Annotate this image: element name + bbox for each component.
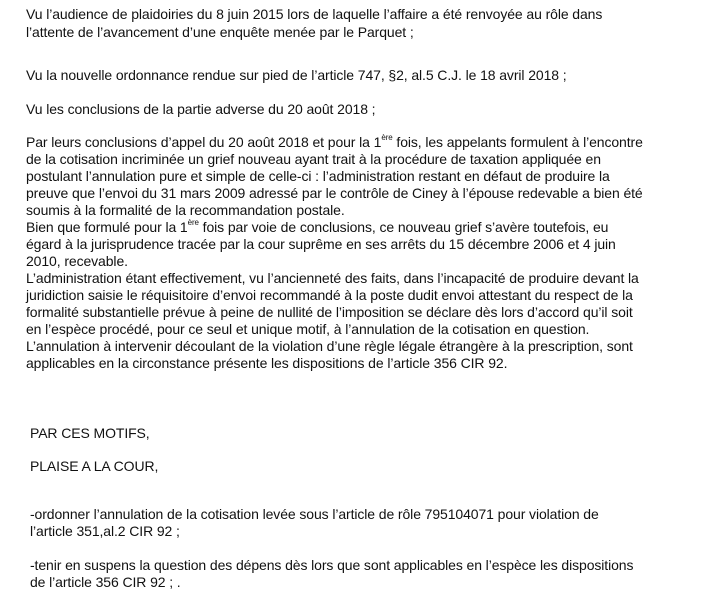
- body-line-8: 2010, recevable.: [26, 253, 128, 269]
- request-2-line-1: -tenir en suspens la question des dépens dès lors que sont applicables en l’espèce les dispositions: [30, 557, 634, 573]
- body-line-5: soumis à la formalité de la recommandation postale.: [26, 202, 345, 218]
- body-line-13: L’annulation à intervenir découlant de la violation d’une règle légale étrangère à la prescription, sont: [26, 338, 633, 354]
- body-line-1-before: Par leurs conclusions d’appel du 20 août 2018 et pour la 1: [26, 134, 382, 150]
- body-line-1-after: fois, les appelants formulent à l’encontre: [392, 134, 643, 150]
- visa-3-line-1: Vu les conclusions de la partie adverse du 20 août 2018 ;: [26, 101, 376, 117]
- motifs-heading: PAR CES MOTIFS,: [30, 425, 150, 441]
- body-line-7: égard à la jurisprudence tracée par la cour suprême en ses arrêts du 15 décembre 2006 et 4 juin: [26, 236, 616, 252]
- body-line-1-sup: ère: [381, 133, 393, 143]
- body-line-11: formalité substantielle prévue à peine de nullité de l’imposition se déclare dès lors d’accord qu’il soit: [26, 304, 633, 320]
- body-line-1: [26, 134, 643, 150]
- body-line-10: juridiction saisie le réquisitoire d’envoi recommandé à la poste dudit envoi attestant du respect de la: [26, 287, 633, 303]
- request-2-line-2: de l’article 356 CIR 92 ; .: [30, 574, 181, 590]
- visa-1-line-1: Vu l’audience de plaidoiries du 8 juin 2015 lors de laquelle l’affaire a été renvoyée au rôle dans: [26, 6, 603, 22]
- request-1-line-2: l’article 351,al.2 CIR 92 ;: [30, 523, 180, 539]
- body-line-6-before: Bien que formulé pour la 1: [26, 219, 188, 235]
- body-line-4: preuve que l’envoi du 31 mars 2009 adressé par le contrôle de Ciney à l’épouse redevable a bien été: [26, 185, 643, 201]
- body-line-6: [26, 219, 608, 235]
- visa-1-line-2: l’attente de l’avancement d’une enquête menée par le Parquet ;: [26, 24, 414, 40]
- body-line-9: L’administration étant effectivement, vu l’ancienneté des faits, dans l’incapacité de produire devant la: [26, 270, 639, 286]
- request-1-line-1: -ordonner l’annulation de la cotisation levée sous l’article de rôle 795104071 pour violation de: [30, 506, 599, 522]
- body-line-3: postulant l’annulation pure et simple de celle-ci : l’administration restant en défaut de produire la: [26, 168, 610, 184]
- body-line-2: de la cotisation incriminée un grief nouveau ayant trait à la procédure de taxation appliquée en: [26, 151, 601, 167]
- body-line-12: en l’espèce procédé, pour ce seul et unique motif, à l’annulation de la cotisation en question.: [26, 321, 590, 337]
- body-line-14: applicables en la circonstance présente les dispositions de l’article 356 CIR 92.: [26, 355, 508, 371]
- visa-2-line-1: Vu la nouvelle ordonnance rendue sur pied de l’article 747, §2, al.5 C.J. le 18 avril 2018 ;: [26, 67, 567, 83]
- body-line-6-after: fois par voie de conclusions, ce nouveau grief s’avère toutefois, eu: [198, 219, 609, 235]
- plaise-heading: PLAISE A LA COUR,: [30, 458, 159, 474]
- body-line-6-sup: ère: [187, 218, 199, 228]
